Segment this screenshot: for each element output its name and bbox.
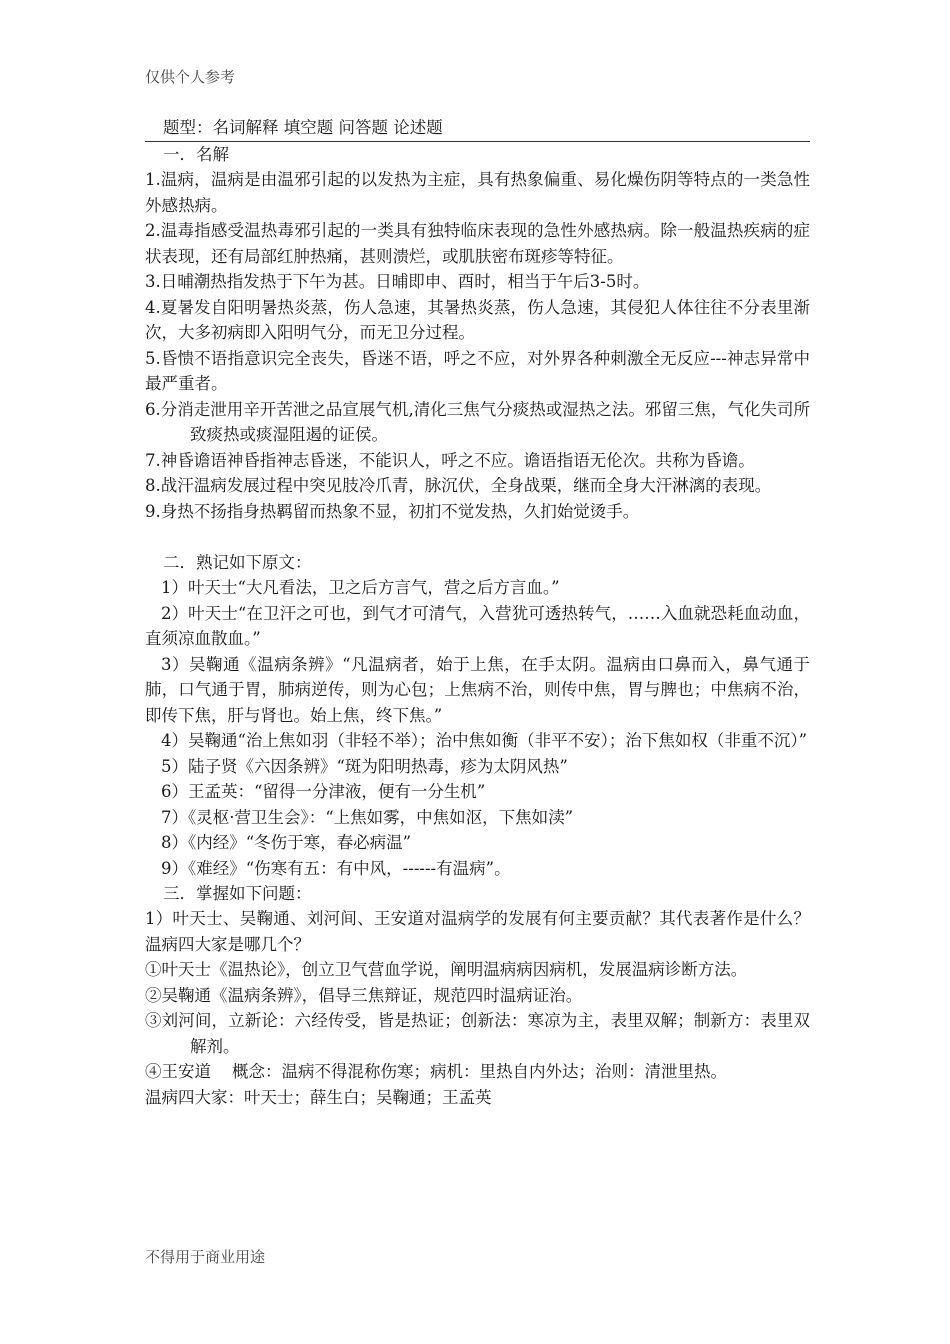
answer-item: ④王安道 概念：温病不得混称伤寒；病机：里热自内外达；治则：清泄里热。 [145,1062,727,1081]
answer-item: ③刘河间，立新论：六经传受，皆是热证；创新法：寒凉为主，表里双解；制新方：表里双解剂。 [145,1011,810,1056]
quote-item: 4）吴鞠通“治上焦如羽（非轻不举）；治中焦如衡（非平不安）；治下焦如权（非重不沉）” [161,731,808,750]
question-types: 题型：名词解释 填空题 问答题 论述题 [145,114,810,142]
section2-title: 二．熟记如下原文： [163,553,312,572]
term-item: 2.温毒指感受温热毒邪引起的一类具有独特临床表现的急性外感热病。除一般温热疾病的症状表现，还有局部红肿热痛，甚则溃烂，或肌肤密布斑疹等特征。 [145,221,810,266]
four-masters: 温病四大家：叶天士；薛生白；吴鞠通；王孟英 [145,1087,492,1107]
quote-item: 3）吴鞠通《温病条辨》“凡温病者，始于上焦，在手太阴。温病由口鼻而入，鼻气通于肺，口气通于胃，肺病逆传，则为心包；上焦病不治，则传中焦，胃与脾也；中焦病不治，即传下焦，肝与肾也。始上焦，终下焦。” [145,654,810,725]
term-item: 5.昏愦不语指意识完全丧失，昏迷不语，呼之不应，对外界各种刺激全无反应---神志异常中最严重者。 [145,348,810,393]
quote-item: 6）王孟英：“留得一分津液，便有一分生机” [161,782,486,801]
quote-item: 8）《内经》“冬伤于寒，春必病温” [161,833,412,852]
term-item: 9.身热不扬指身热羁留而热象不显，初扪不觉发热，久扪始觉烫手。 [145,501,640,521]
footer-note: 不得用于商业用途 [145,1248,266,1266]
section3-title: 三．掌握如下问题： [163,884,312,903]
header-note: 仅供个人参考 [145,68,236,86]
quote-item: 1）叶天士“大凡看法，卫之后方言气，营之后方言血。” [161,578,560,597]
answer-item: ①叶天士《温热论》，创立卫气营血学说，阐明温病病因病机，发展温病诊断方法。 [145,960,748,979]
document-body [145,114,810,1110]
answer-item: ②吴鞠通《温病条辨》，倡导三焦辩证，规范四时温病证治。 [145,985,583,1005]
section1-title: 一．名解 [163,145,229,164]
quote-item: 5）陆子贤《六因条辨》“斑为阳明热毒，疹为太阴风热” [161,756,568,776]
question-text: 1）叶天士、吴鞠通、刘河间、王安道对温病学的发展有何主要贡献？其代表著作是什么？温病四大家是哪几个？ [145,909,810,954]
quote-item: 9）《难经》“伤寒有五：有中风，------有温病”。 [161,858,511,878]
term-item: 1.温病，温病是由温邪引起的以发热为主症，具有热象偏重、易化燥伤阴等特点的一类急性外感热病。 [145,170,810,215]
term-item: 4.夏暑发自阳明暑热炎蒸，伤人急速，其暑热炎蒸，伤人急速，其侵犯人体往往不分表里渐次，大多初病即入阳明气分，而无卫分过程。 [145,297,810,342]
quote-item: 2）叶天士“在卫汗之可也，到气才可清气，入营犹可透热转气，……入血就恐耗血动血，直须凉血散血。” [145,603,810,648]
term-item: 8.战汗温病发展过程中突见肢冷爪青，脉沉伏，全身战栗，继而全身大汗淋漓的表现。 [145,476,772,495]
term-item: 7.神昏谵语神昏指神志昏迷，不能识人，呼之不应。谵语指语无伦次。共称为昏谵。 [145,450,755,470]
quote-item: 7）《灵枢·营卫生会》：“上焦如雾，中焦如沤，下焦如渎” [161,807,574,827]
term-item: 3.日晡潮热指发热于下午为甚。日晡即申、酉时，相当于午后3-5时。 [145,272,650,291]
term-item: 6.分消走泄用辛开苦泄之品宣展气机,清化三焦气分痰热或湿热之法。邪留三焦，气化失司所致痰热或痰湿阻遏的证侯。 [145,399,810,444]
